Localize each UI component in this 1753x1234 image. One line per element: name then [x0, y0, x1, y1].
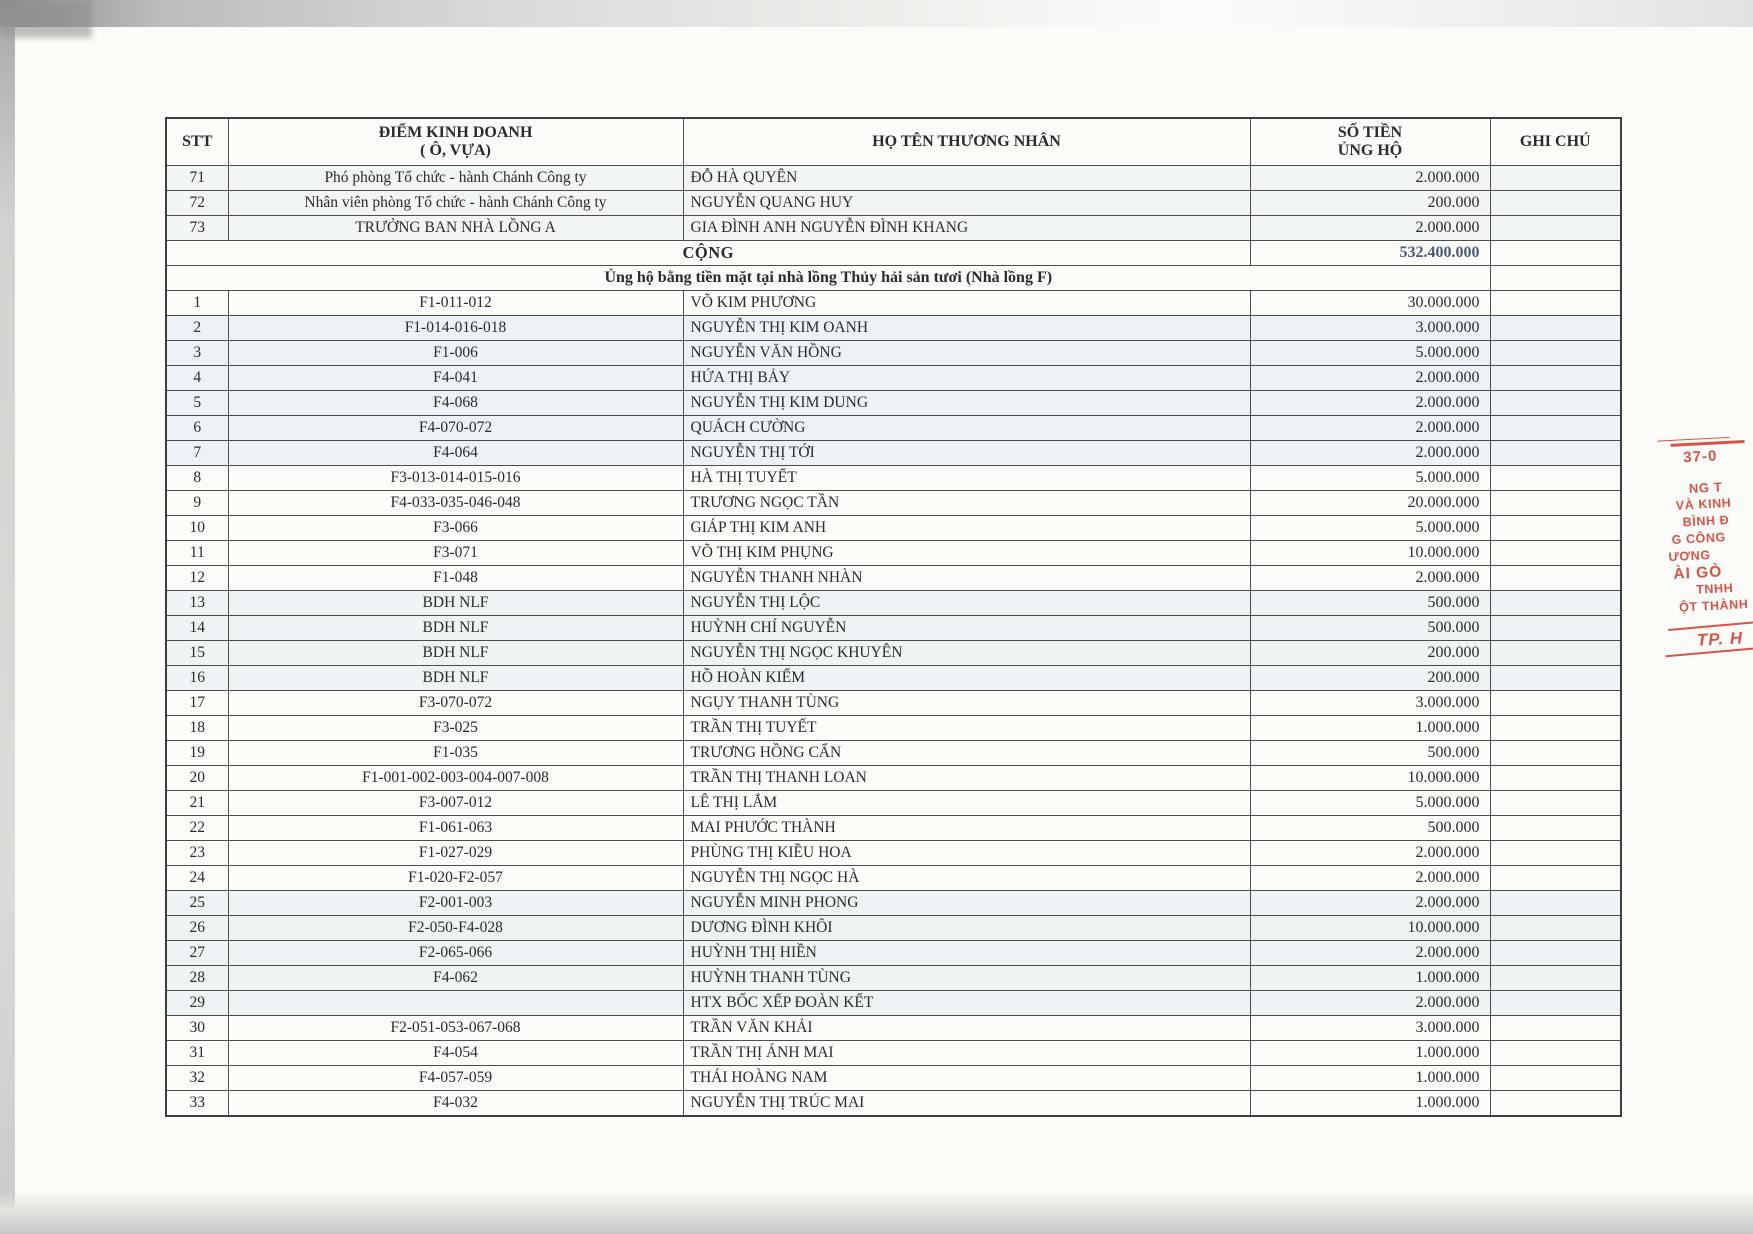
table-row — [166, 641, 1621, 666]
cell-ho-ten: THÁI HOÀNG NAM — [683, 1066, 1250, 1091]
cell-stt: 11 — [166, 541, 228, 566]
stamp-text: BÌNH Đ — [1682, 512, 1730, 530]
cell-stt: 16 — [166, 666, 228, 691]
cell-ho-ten: NGUYỄN THỊ NGỌC KHUYÊN — [683, 641, 1250, 666]
col-diem-kinh-doanh: ĐIỂM KINH DOANH ( Ô, VỰA) — [228, 118, 683, 166]
donation-table — [165, 117, 1622, 1117]
cell-ghi-chu — [1490, 216, 1621, 241]
cell-stt: 14 — [166, 616, 228, 641]
scan-artifact-top — [0, 0, 1753, 27]
cell-so-tien: 200.000 — [1250, 666, 1490, 691]
cell-so-tien: 3.000.000 — [1250, 316, 1490, 341]
cell-stt: 23 — [166, 841, 228, 866]
cell-diem-kinh-doanh: F1-011-012 — [228, 291, 683, 316]
cell-ho-ten: QUÁCH CƯỜNG — [683, 416, 1250, 441]
cell-ghi-chu — [1490, 941, 1621, 966]
cell-so-tien: 20.000.000 — [1250, 491, 1490, 516]
cell-ho-ten: NGUYỄN THỊ KIM DUNG — [683, 391, 1250, 416]
cell-so-tien: 1.000.000 — [1250, 1066, 1490, 1091]
cell-stt: 5 — [166, 391, 228, 416]
cell-ho-ten: HỨA THỊ BẢY — [683, 366, 1250, 391]
cell-ghi-chu — [1490, 266, 1621, 291]
cell-ghi-chu — [1490, 866, 1621, 891]
cell-so-tien: 5.000.000 — [1250, 516, 1490, 541]
cell-ghi-chu — [1490, 891, 1621, 916]
cell-stt: 30 — [166, 1016, 228, 1041]
cell-diem-kinh-doanh: F2-001-003 — [228, 891, 683, 916]
cell-diem-kinh-doanh: BDH NLF — [228, 641, 683, 666]
table-row — [166, 741, 1621, 766]
col-so-tien-ung-ho: SỐ TIỀN ỦNG HỘ — [1250, 118, 1490, 166]
cell-stt: 32 — [166, 1066, 228, 1091]
table-row — [166, 1016, 1621, 1041]
cell-so-tien: 2.000.000 — [1250, 941, 1490, 966]
cell-diem-kinh-doanh: F2-065-066 — [228, 941, 683, 966]
cell-diem-kinh-doanh: F1-061-063 — [228, 816, 683, 841]
table-row — [166, 366, 1621, 391]
cell-so-tien: 2.000.000 — [1250, 366, 1490, 391]
cell-ghi-chu — [1490, 966, 1621, 991]
table-row — [166, 666, 1621, 691]
cell-diem-kinh-doanh: F3-066 — [228, 516, 683, 541]
table-row — [166, 316, 1621, 341]
cell-stt: 6 — [166, 416, 228, 441]
cell-diem-kinh-doanh: F1-001-002-003-004-007-008 — [228, 766, 683, 791]
cell-ghi-chu — [1490, 991, 1621, 1016]
cell-stt: 8 — [166, 466, 228, 491]
cell-ho-ten: HUỲNH THANH TÙNG — [683, 966, 1250, 991]
table-row — [166, 841, 1621, 866]
cell-so-tien: 200.000 — [1250, 191, 1490, 216]
cell-diem-kinh-doanh: F4-064 — [228, 441, 683, 466]
cell-ho-ten: ĐỖ HÀ QUYÊN — [683, 166, 1250, 191]
cell-stt: 9 — [166, 491, 228, 516]
cell-stt: 27 — [166, 941, 228, 966]
cell-ghi-chu — [1490, 1041, 1621, 1066]
table-row — [166, 891, 1621, 916]
cell-ho-ten: HTX BỐC XẾP ĐOÀN KẾT — [683, 991, 1250, 1016]
cell-diem-kinh-doanh: F4-041 — [228, 366, 683, 391]
cell-ho-ten: NGỤY THANH TÙNG — [683, 691, 1250, 716]
cell-diem-kinh-doanh: F4-057-059 — [228, 1066, 683, 1091]
cell-diem-kinh-doanh: F1-014-016-018 — [228, 316, 683, 341]
total-label-cell: CỘNG — [166, 241, 1250, 266]
table-body — [166, 166, 1621, 1117]
stamp-text: TP. H — [1696, 628, 1744, 650]
cell-stt: 2 — [166, 316, 228, 341]
col-stt: STT — [166, 118, 228, 166]
cell-stt: 73 — [166, 216, 228, 241]
cell-stt: 28 — [166, 966, 228, 991]
stamp-text: NG T — [1688, 479, 1723, 497]
cell-ho-ten: HÀ THỊ TUYẾT — [683, 466, 1250, 491]
cell-diem-kinh-doanh: F3-025 — [228, 716, 683, 741]
cell-diem-kinh-doanh: F4-068 — [228, 391, 683, 416]
cell-ghi-chu — [1490, 241, 1621, 266]
cell-so-tien: 2.000.000 — [1250, 841, 1490, 866]
cell-stt: 3 — [166, 341, 228, 366]
cell-ghi-chu — [1490, 1016, 1621, 1041]
cell-so-tien: 5.000.000 — [1250, 791, 1490, 816]
cell-so-tien: 10.000.000 — [1250, 766, 1490, 791]
section-header-row — [166, 266, 1621, 291]
cell-so-tien: 2.000.000 — [1250, 416, 1490, 441]
cell-ghi-chu — [1490, 791, 1621, 816]
cell-stt: 31 — [166, 1041, 228, 1066]
table-row — [166, 566, 1621, 591]
cell-ghi-chu — [1490, 366, 1621, 391]
cell-diem-kinh-doanh: F1-048 — [228, 566, 683, 591]
table-row — [166, 941, 1621, 966]
cell-ho-ten: NGUYỄN THỊ TRÚC MAI — [683, 1091, 1250, 1117]
cell-diem-kinh-doanh — [228, 991, 683, 1016]
cell-ghi-chu — [1490, 1091, 1621, 1117]
table-row — [166, 991, 1621, 1016]
scan-artifact-bottom — [0, 1192, 1753, 1234]
cell-ghi-chu — [1490, 416, 1621, 441]
cell-so-tien: 500.000 — [1250, 591, 1490, 616]
cell-diem-kinh-doanh: F3-070-072 — [228, 691, 683, 716]
cell-ghi-chu — [1490, 316, 1621, 341]
table-row — [166, 341, 1621, 366]
cell-ghi-chu — [1490, 1066, 1621, 1091]
cell-diem-kinh-doanh: F3-013-014-015-016 — [228, 466, 683, 491]
cell-stt: 24 — [166, 866, 228, 891]
total-value-cell: 532.400.000 — [1250, 241, 1490, 266]
cell-diem-kinh-doanh: F2-050-F4-028 — [228, 916, 683, 941]
table-row — [166, 591, 1621, 616]
cell-ho-ten: MAI PHƯỚC THÀNH — [683, 816, 1250, 841]
cell-ho-ten: NGUYỄN MINH PHONG — [683, 891, 1250, 916]
cell-stt: 1 — [166, 291, 228, 316]
table-row — [166, 1066, 1621, 1091]
cell-so-tien: 10.000.000 — [1250, 541, 1490, 566]
table-row — [166, 291, 1621, 316]
table-row — [166, 191, 1621, 216]
red-stamp-fragment — [1593, 432, 1753, 658]
cell-so-tien: 5.000.000 — [1250, 341, 1490, 366]
table-row — [166, 216, 1621, 241]
cell-ghi-chu — [1490, 916, 1621, 941]
table-row — [166, 516, 1621, 541]
cell-stt: 71 — [166, 166, 228, 191]
cell-ho-ten: TRẦN THỊ ÁNH MAI — [683, 1041, 1250, 1066]
cell-ghi-chu — [1490, 341, 1621, 366]
cell-so-tien: 2.000.000 — [1250, 891, 1490, 916]
scan-artifact-left — [0, 0, 15, 1234]
cell-diem-kinh-doanh: F4-062 — [228, 966, 683, 991]
table-row — [166, 616, 1621, 641]
cell-ho-ten: NGUYỄN THỊ TỚI — [683, 441, 1250, 466]
table-row — [166, 541, 1621, 566]
cell-stt: 72 — [166, 191, 228, 216]
cell-ghi-chu — [1490, 291, 1621, 316]
cell-diem-kinh-doanh: BDH NLF — [228, 666, 683, 691]
cell-so-tien: 10.000.000 — [1250, 916, 1490, 941]
cell-so-tien: 1.000.000 — [1250, 966, 1490, 991]
cell-stt: 17 — [166, 691, 228, 716]
cell-diem-kinh-doanh: F4-033-035-046-048 — [228, 491, 683, 516]
stamp-text: G CÔNG — [1671, 530, 1727, 547]
table-row — [166, 916, 1621, 941]
cell-ghi-chu — [1490, 191, 1621, 216]
total-row — [166, 241, 1621, 266]
col-ho-ten-thuong-nhan: HỌ TÊN THƯƠNG NHÂN — [683, 118, 1250, 166]
cell-stt: 4 — [166, 366, 228, 391]
cell-so-tien: 200.000 — [1250, 641, 1490, 666]
table-row — [166, 1041, 1621, 1066]
cell-so-tien: 5.000.000 — [1250, 466, 1490, 491]
cell-stt: 33 — [166, 1091, 228, 1117]
cell-diem-kinh-doanh: F4-070-072 — [228, 416, 683, 441]
cell-so-tien: 1.000.000 — [1250, 1041, 1490, 1066]
cell-diem-kinh-doanh: F1-035 — [228, 741, 683, 766]
cell-stt: 25 — [166, 891, 228, 916]
cell-diem-kinh-doanh: F2-051-053-067-068 — [228, 1016, 683, 1041]
cell-so-tien: 3.000.000 — [1250, 1016, 1490, 1041]
cell-ho-ten: HUỲNH CHÍ NGUYỄN — [683, 616, 1250, 641]
cell-ho-ten: TRƯƠNG HỒNG CẨN — [683, 741, 1250, 766]
cell-ho-ten: HỒ HOÀN KIẾM — [683, 666, 1250, 691]
table-row — [166, 791, 1621, 816]
cell-ghi-chu — [1490, 741, 1621, 766]
cell-so-tien: 500.000 — [1250, 616, 1490, 641]
cell-so-tien: 1.000.000 — [1250, 1091, 1490, 1117]
cell-ho-ten: VÕ KIM PHƯƠNG — [683, 291, 1250, 316]
cell-stt: 15 — [166, 641, 228, 666]
table-row — [166, 391, 1621, 416]
cell-diem-kinh-doanh: F1-027-029 — [228, 841, 683, 866]
cell-ho-ten: TRẦN THỊ TUYẾT — [683, 716, 1250, 741]
cell-so-tien: 2.000.000 — [1250, 166, 1490, 191]
cell-diem-kinh-doanh: F3-071 — [228, 541, 683, 566]
stamp-text: ÀI GÒ — [1672, 563, 1723, 583]
cell-ho-ten: NGUYỄN QUANG HUY — [683, 191, 1250, 216]
stamp-text: 37-0 — [1682, 447, 1718, 467]
cell-so-tien: 1.000.000 — [1250, 716, 1490, 741]
cell-ghi-chu — [1490, 716, 1621, 741]
cell-diem-kinh-doanh: F3-007-012 — [228, 791, 683, 816]
cell-diem-kinh-doanh: BDH NLF — [228, 616, 683, 641]
cell-ghi-chu — [1490, 841, 1621, 866]
cell-stt: 20 — [166, 766, 228, 791]
cell-stt: 18 — [166, 716, 228, 741]
cell-ghi-chu — [1490, 666, 1621, 691]
cell-so-tien: 500.000 — [1250, 741, 1490, 766]
cell-so-tien: 2.000.000 — [1250, 866, 1490, 891]
cell-ho-ten: HUỲNH THỊ HIỀN — [683, 941, 1250, 966]
cell-ghi-chu — [1490, 391, 1621, 416]
table-row — [166, 766, 1621, 791]
table-row — [166, 441, 1621, 466]
table-row — [166, 416, 1621, 441]
cell-stt: 21 — [166, 791, 228, 816]
cell-ho-ten: TRƯƠNG NGỌC TẦN — [683, 491, 1250, 516]
stamp-text: ỘT THÀNH — [1678, 597, 1749, 615]
cell-so-tien: 2.000.000 — [1250, 391, 1490, 416]
cell-diem-kinh-doanh: F4-032 — [228, 1091, 683, 1117]
cell-diem-kinh-doanh: F1-020-F2-057 — [228, 866, 683, 891]
cell-ho-ten: DƯƠNG ĐÌNH KHÔI — [683, 916, 1250, 941]
cell-ghi-chu — [1490, 691, 1621, 716]
cell-so-tien: 3.000.000 — [1250, 691, 1490, 716]
cell-diem-kinh-doanh: TRƯỞNG BAN NHÀ LỒNG A — [228, 216, 683, 241]
cell-diem-kinh-doanh: Nhân viên phòng Tổ chức - hành Chánh Công ty — [228, 191, 683, 216]
cell-diem-kinh-doanh: F4-054 — [228, 1041, 683, 1066]
cell-stt: 19 — [166, 741, 228, 766]
col-ghi-chu: GHI CHÚ — [1490, 118, 1621, 166]
cell-diem-kinh-doanh: BDH NLF — [228, 591, 683, 616]
table-row — [166, 466, 1621, 491]
cell-stt: 29 — [166, 991, 228, 1016]
header-row — [166, 118, 1621, 166]
table-row — [166, 491, 1621, 516]
cell-so-tien: 2.000.000 — [1250, 566, 1490, 591]
cell-ho-ten: NGUYỄN THỊ NGỌC HÀ — [683, 866, 1250, 891]
cell-ho-ten: LÊ THỊ LẮM — [683, 791, 1250, 816]
stamp-text: ƯƠNG — [1668, 547, 1711, 565]
cell-ho-ten: TRẦN THỊ THANH LOAN — [683, 766, 1250, 791]
table-row — [166, 816, 1621, 841]
cell-so-tien: 2.000.000 — [1250, 441, 1490, 466]
cell-stt: 26 — [166, 916, 228, 941]
cell-ho-ten: GIÁP THỊ KIM ANH — [683, 516, 1250, 541]
cell-ho-ten: NGUYỄN THỊ LỘC — [683, 591, 1250, 616]
stamp-text: VÀ KINH — [1675, 495, 1732, 513]
table-row — [166, 691, 1621, 716]
cell-ho-ten: PHÙNG THỊ KIỀU HOA — [683, 841, 1250, 866]
table-row — [166, 866, 1621, 891]
cell-ho-ten: VÕ THỊ KIM PHỤNG — [683, 541, 1250, 566]
cell-ho-ten: NGUYỄN THỊ KIM OANH — [683, 316, 1250, 341]
cell-stt: 13 — [166, 591, 228, 616]
cell-ho-ten: GIA ĐÌNH ANH NGUYỄN ĐÌNH KHANG — [683, 216, 1250, 241]
cell-so-tien: 500.000 — [1250, 816, 1490, 841]
cell-diem-kinh-doanh: Phó phòng Tổ chức - hành Chánh Công ty — [228, 166, 683, 191]
table-row — [166, 966, 1621, 991]
table-header — [166, 118, 1621, 166]
cell-ho-ten: NGUYỄN THANH NHÀN — [683, 566, 1250, 591]
cell-ho-ten: NGUYỄN VĂN HỒNG — [683, 341, 1250, 366]
table-row — [166, 1091, 1621, 1117]
cell-stt: 12 — [166, 566, 228, 591]
table-row — [166, 716, 1621, 741]
cell-so-tien: 30.000.000 — [1250, 291, 1490, 316]
cell-so-tien: 2.000.000 — [1250, 216, 1490, 241]
table-row — [166, 166, 1621, 191]
cell-ghi-chu — [1490, 641, 1621, 666]
stamp-text: TNHH — [1695, 580, 1734, 597]
cell-stt: 7 — [166, 441, 228, 466]
section-title-cell: Ủng hộ bằng tiền mặt tại nhà lồng Thủy hải sản tươi (Nhà lồng F) — [166, 266, 1490, 291]
cell-stt: 22 — [166, 816, 228, 841]
cell-ghi-chu — [1490, 816, 1621, 841]
cell-diem-kinh-doanh: F1-006 — [228, 341, 683, 366]
cell-ghi-chu — [1490, 166, 1621, 191]
cell-ho-ten: TRẦN VĂN KHẢI — [683, 1016, 1250, 1041]
cell-ghi-chu — [1490, 766, 1621, 791]
cell-stt: 10 — [166, 516, 228, 541]
cell-so-tien: 2.000.000 — [1250, 991, 1490, 1016]
